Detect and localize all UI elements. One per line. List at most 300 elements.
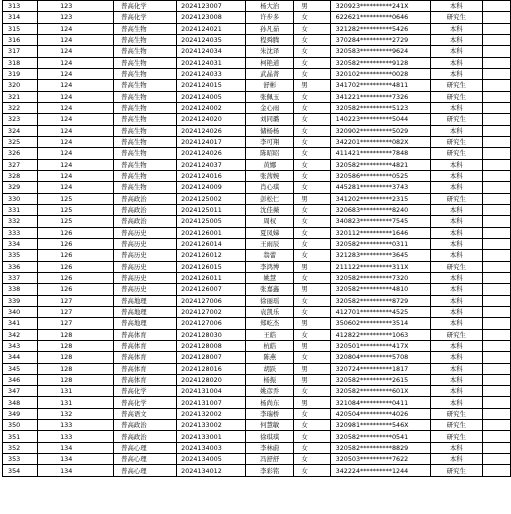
gender-cell: 男 — [294, 80, 330, 91]
degree-cell: 本科 — [430, 272, 482, 283]
student-id-cell: 2024133002 — [177, 420, 246, 431]
empty-cell — [482, 284, 510, 295]
empty-cell — [482, 295, 510, 306]
empty-cell — [482, 352, 510, 363]
student-name-cell: 武晶菁 — [246, 68, 294, 79]
row-number-cell: 324 — [3, 125, 38, 136]
id-number-cell: 342224**********1244 — [330, 465, 430, 476]
student-id-cell: 2024125005 — [177, 216, 246, 227]
empty-cell — [482, 454, 510, 465]
table-row — [3, 238, 511, 249]
student-name-cell: 王雨辰 — [246, 238, 294, 249]
class-code-cell: 124 — [38, 68, 114, 79]
gender-cell: 女 — [294, 227, 330, 238]
row-number-cell: 330 — [3, 193, 38, 204]
table-row — [3, 250, 511, 261]
student-name-cell: 黄娜 — [246, 159, 294, 170]
student-name-cell: 杨尚东 — [246, 397, 294, 408]
row-number-cell: 335 — [3, 250, 38, 261]
table-row — [3, 159, 511, 170]
roster-body — [3, 1, 511, 477]
student-name-cell: 杭皓 — [246, 340, 294, 351]
major-cell: 普高化学 — [114, 1, 177, 12]
class-code-cell: 124 — [38, 46, 114, 57]
row-number-cell: 332 — [3, 216, 38, 227]
student-id-cell: 2024124002 — [177, 102, 246, 113]
empty-cell — [482, 374, 510, 385]
table-row — [3, 318, 511, 329]
table-row — [3, 170, 511, 181]
gender-cell: 女 — [294, 386, 330, 397]
gender-cell: 女 — [294, 204, 330, 215]
table-row — [3, 227, 511, 238]
class-code-cell: 124 — [38, 136, 114, 147]
degree-cell: 本科 — [430, 318, 482, 329]
class-code-cell: 134 — [38, 465, 114, 476]
student-id-cell: 2024126014 — [177, 238, 246, 249]
class-code-cell: 127 — [38, 306, 114, 317]
empty-cell — [482, 261, 510, 272]
empty-cell — [482, 238, 510, 249]
id-number-cell: 412822**********1063 — [330, 329, 430, 340]
empty-cell — [482, 80, 510, 91]
id-number-cell: 622621**********0646 — [330, 12, 430, 23]
degree-cell: 本科 — [430, 1, 482, 12]
empty-cell — [482, 114, 510, 125]
table-row — [3, 454, 511, 465]
gender-cell: 女 — [294, 182, 330, 193]
degree-cell: 研究生 — [430, 12, 482, 23]
id-number-cell: 320981**********546X — [330, 420, 430, 431]
student-id-cell: 2024128030 — [177, 329, 246, 340]
major-cell: 普高政治 — [114, 204, 177, 215]
class-code-cell: 134 — [38, 454, 114, 465]
class-code-cell: 124 — [38, 182, 114, 193]
row-number-cell: 349 — [3, 408, 38, 419]
class-code-cell: 127 — [38, 318, 114, 329]
row-number-cell: 340 — [3, 306, 38, 317]
student-id-cell: 2024124009 — [177, 182, 246, 193]
empty-cell — [482, 386, 510, 397]
row-number-cell: 344 — [3, 352, 38, 363]
id-number-cell: 211122**********311X — [330, 261, 430, 272]
row-number-cell: 333 — [3, 227, 38, 238]
id-number-cell: 320582**********601X — [330, 386, 430, 397]
row-number-cell: 331 — [3, 204, 38, 215]
id-number-cell: 320501**********417X — [330, 340, 430, 351]
table-row — [3, 136, 511, 147]
gender-cell: 女 — [294, 12, 330, 23]
empty-cell — [482, 57, 510, 68]
degree-cell: 本科 — [430, 374, 482, 385]
degree-cell: 研究生 — [430, 114, 482, 125]
student-name-cell: 胡跃 — [246, 363, 294, 374]
row-number-cell: 319 — [3, 68, 38, 79]
id-number-cell: 342201**********082X — [330, 136, 430, 147]
row-number-cell: 317 — [3, 46, 38, 57]
degree-cell: 本科 — [430, 352, 482, 363]
degree-cell: 本科 — [430, 159, 482, 170]
id-number-cell: 320582**********2615 — [330, 374, 430, 385]
empty-cell — [482, 182, 510, 193]
gender-cell: 女 — [294, 148, 330, 159]
degree-cell: 研究生 — [430, 431, 482, 442]
gender-cell: 男 — [294, 261, 330, 272]
major-cell: 普高历史 — [114, 261, 177, 272]
degree-cell: 本科 — [430, 34, 482, 45]
class-code-cell: 126 — [38, 238, 114, 249]
empty-cell — [482, 204, 510, 215]
gender-cell: 女 — [294, 306, 330, 317]
student-id-cell: 2024124033 — [177, 68, 246, 79]
major-cell: 普高生物 — [114, 80, 177, 91]
student-name-cell: 杨振 — [246, 374, 294, 385]
row-number-cell: 320 — [3, 80, 38, 91]
class-code-cell: 134 — [38, 442, 114, 453]
row-number-cell: 336 — [3, 261, 38, 272]
row-number-cell: 352 — [3, 442, 38, 453]
student-id-cell: 2024127002 — [177, 306, 246, 317]
major-cell: 普高体育 — [114, 329, 177, 340]
gender-cell: 女 — [294, 159, 330, 170]
id-number-cell: 320582**********4810 — [330, 284, 430, 295]
major-cell: 普高生物 — [114, 170, 177, 181]
student-id-cell: 2024128008 — [177, 340, 246, 351]
degree-cell: 本科 — [430, 216, 482, 227]
major-cell: 普高生物 — [114, 136, 177, 147]
id-number-cell: 340823**********7545 — [330, 216, 430, 227]
degree-cell: 研究生 — [430, 408, 482, 419]
degree-cell: 本科 — [430, 170, 482, 181]
student-name-cell: 金心雨 — [246, 102, 294, 113]
empty-cell — [482, 408, 510, 419]
table-row — [3, 125, 511, 136]
class-code-cell: 131 — [38, 386, 114, 397]
major-cell: 普高生物 — [114, 34, 177, 45]
gender-cell: 女 — [294, 272, 330, 283]
empty-cell — [482, 136, 510, 147]
id-number-cell: 350602**********3514 — [330, 318, 430, 329]
row-number-cell: 348 — [3, 397, 38, 408]
table-row — [3, 284, 511, 295]
degree-cell: 本科 — [430, 397, 482, 408]
table-row — [3, 272, 511, 283]
id-number-cell: 320112**********1646 — [330, 227, 430, 238]
student-id-cell: 2024124037 — [177, 159, 246, 170]
student-name-cell: 张茜婉 — [246, 170, 294, 181]
student-id-cell: 2024128016 — [177, 363, 246, 374]
id-number-cell: 445281**********3743 — [330, 182, 430, 193]
student-id-cell: 2024126001 — [177, 227, 246, 238]
student-name-cell: 许步多 — [246, 12, 294, 23]
degree-cell: 本科 — [430, 295, 482, 306]
row-number-cell: 343 — [3, 340, 38, 351]
student-name-cell: 柯艳道 — [246, 57, 294, 68]
student-id-cell: 2024124026 — [177, 125, 246, 136]
gender-cell: 女 — [294, 34, 330, 45]
id-number-cell: 412701**********4525 — [330, 306, 430, 317]
gender-cell: 女 — [294, 46, 330, 57]
student-name-cell: 夏凤娣 — [246, 227, 294, 238]
student-id-cell: 2024123008 — [177, 12, 246, 23]
id-number-cell: 411421**********7848 — [330, 148, 430, 159]
student-name-cell: 沈佳薇 — [246, 204, 294, 215]
gender-cell: 女 — [294, 465, 330, 476]
gender-cell: 女 — [294, 170, 330, 181]
student-id-cell: 2024123007 — [177, 1, 246, 12]
student-id-cell: 2024132002 — [177, 408, 246, 419]
table-row — [3, 431, 511, 442]
class-code-cell: 123 — [38, 1, 114, 12]
table-row — [3, 306, 511, 317]
id-number-cell: 320582**********8729 — [330, 295, 430, 306]
student-name-cell: 张佩玉 — [246, 91, 294, 102]
row-number-cell: 338 — [3, 284, 38, 295]
table-row — [3, 114, 511, 125]
student-name-cell: 周权 — [246, 216, 294, 227]
gender-cell: 女 — [294, 442, 330, 453]
major-cell: 普高历史 — [114, 250, 177, 261]
class-code-cell: 125 — [38, 216, 114, 227]
table-row — [3, 23, 511, 34]
degree-cell: 本科 — [430, 238, 482, 249]
empty-cell — [482, 250, 510, 261]
gender-cell: 女 — [294, 114, 330, 125]
id-number-cell: 320582**********5123 — [330, 102, 430, 113]
table-row — [3, 408, 511, 419]
row-number-cell: 322 — [3, 102, 38, 113]
row-number-cell: 315 — [3, 23, 38, 34]
degree-cell: 本科 — [430, 204, 482, 215]
id-number-cell: 321282**********5426 — [330, 23, 430, 34]
student-id-cell: 2024134012 — [177, 465, 246, 476]
table-row — [3, 182, 511, 193]
id-number-cell: 320583**********9624 — [330, 46, 430, 57]
class-code-cell: 124 — [38, 159, 114, 170]
id-number-cell: 320582**********0311 — [330, 238, 430, 249]
id-number-cell: 370284**********2729 — [330, 34, 430, 45]
major-cell: 普高政治 — [114, 193, 177, 204]
degree-cell: 本科 — [430, 57, 482, 68]
gender-cell: 女 — [294, 352, 330, 363]
row-number-cell: 327 — [3, 159, 38, 170]
table-row — [3, 193, 511, 204]
row-number-cell: 337 — [3, 272, 38, 283]
student-id-cell: 2024126011 — [177, 272, 246, 283]
row-number-cell: 318 — [3, 57, 38, 68]
major-cell: 普高政治 — [114, 216, 177, 227]
major-cell: 普高政治 — [114, 431, 177, 442]
gender-cell: 男 — [294, 284, 330, 295]
gender-cell: 男 — [294, 363, 330, 374]
class-code-cell: 126 — [38, 284, 114, 295]
table-row — [3, 374, 511, 385]
class-code-cell: 126 — [38, 250, 114, 261]
student-name-cell: 姚彦乔 — [246, 386, 294, 397]
id-number-cell: 320724**********1817 — [330, 363, 430, 374]
class-code-cell: 124 — [38, 114, 114, 125]
gender-cell: 男 — [294, 193, 330, 204]
id-number-cell: 341202**********2315 — [330, 193, 430, 204]
id-number-cell: 320102**********0028 — [330, 68, 430, 79]
row-number-cell: 316 — [3, 34, 38, 45]
major-cell: 普高心理 — [114, 465, 177, 476]
class-code-cell: 127 — [38, 295, 114, 306]
gender-cell: 男 — [294, 1, 330, 12]
degree-cell: 本科 — [430, 182, 482, 193]
table-row — [3, 397, 511, 408]
gender-cell: 女 — [294, 420, 330, 431]
student-name-cell: 姚慧 — [246, 272, 294, 283]
table-row — [3, 216, 511, 227]
table-row — [3, 102, 511, 113]
student-name-cell: 李彩铭 — [246, 465, 294, 476]
major-cell: 普高历史 — [114, 284, 177, 295]
major-cell: 普高生物 — [114, 182, 177, 193]
gender-cell: 女 — [294, 238, 330, 249]
student-roster-table — [2, 0, 511, 477]
degree-cell: 本科 — [430, 306, 482, 317]
id-number-cell: 320582**********4821 — [330, 159, 430, 170]
row-number-cell: 328 — [3, 170, 38, 181]
gender-cell: 女 — [294, 57, 330, 68]
degree-cell: 本科 — [430, 125, 482, 136]
major-cell: 普高化学 — [114, 386, 177, 397]
row-number-cell: 313 — [3, 1, 38, 12]
table-row — [3, 386, 511, 397]
id-number-cell: 320582**********8829 — [330, 442, 430, 453]
row-number-cell: 354 — [3, 465, 38, 476]
empty-cell — [482, 102, 510, 113]
student-id-cell: 2024124005 — [177, 91, 246, 102]
student-id-cell: 2024126007 — [177, 284, 246, 295]
gender-cell: 女 — [294, 102, 330, 113]
id-number-cell: 320503**********7622 — [330, 454, 430, 465]
student-name-cell: 李林蔚 — [246, 442, 294, 453]
class-code-cell: 124 — [38, 23, 114, 34]
empty-cell — [482, 306, 510, 317]
student-id-cell: 2024134005 — [177, 454, 246, 465]
student-name-cell: 袁凯乐 — [246, 306, 294, 317]
degree-cell: 本科 — [430, 250, 482, 261]
empty-cell — [482, 148, 510, 159]
empty-cell — [482, 340, 510, 351]
degree-cell: 研究生 — [430, 465, 482, 476]
major-cell: 普高政治 — [114, 420, 177, 431]
student-id-cell: 2024134003 — [177, 442, 246, 453]
major-cell: 普高生物 — [114, 148, 177, 159]
empty-cell — [482, 170, 510, 181]
table-row — [3, 340, 511, 351]
class-code-cell: 128 — [38, 340, 114, 351]
degree-cell: 研究生 — [430, 420, 482, 431]
class-code-cell: 124 — [38, 170, 114, 181]
gender-cell: 男 — [294, 318, 330, 329]
degree-cell: 研究生 — [430, 148, 482, 159]
id-number-cell: 341221**********7326 — [330, 91, 430, 102]
empty-cell — [482, 431, 510, 442]
class-code-cell: 128 — [38, 352, 114, 363]
student-name-cell: 李可翔 — [246, 136, 294, 147]
table-row — [3, 363, 511, 374]
empty-cell — [482, 34, 510, 45]
student-name-cell: 张嘉鑫 — [246, 284, 294, 295]
row-number-cell: 353 — [3, 454, 38, 465]
student-id-cell: 2024125002 — [177, 193, 246, 204]
class-code-cell: 123 — [38, 12, 114, 23]
major-cell: 普高历史 — [114, 272, 177, 283]
empty-cell — [482, 397, 510, 408]
class-code-cell: 133 — [38, 431, 114, 442]
row-number-cell: 323 — [3, 114, 38, 125]
gender-cell: 女 — [294, 91, 330, 102]
major-cell: 普高地理 — [114, 306, 177, 317]
degree-cell: 研究生 — [430, 193, 482, 204]
table-row — [3, 1, 511, 12]
empty-cell — [482, 363, 510, 374]
major-cell: 普高生物 — [114, 125, 177, 136]
student-name-cell: 孙凡茹 — [246, 23, 294, 34]
major-cell: 普高语文 — [114, 408, 177, 419]
id-number-cell: 140223**********5044 — [330, 114, 430, 125]
table-row — [3, 57, 511, 68]
id-number-cell: 420504**********4026 — [330, 408, 430, 419]
major-cell: 普高生物 — [114, 91, 177, 102]
table-row — [3, 442, 511, 453]
class-code-cell: 124 — [38, 125, 114, 136]
major-cell: 普高地理 — [114, 318, 177, 329]
id-number-cell: 320582**********0541 — [330, 431, 430, 442]
major-cell: 普高体育 — [114, 363, 177, 374]
student-name-cell: 李瑞桥 — [246, 408, 294, 419]
student-id-cell: 2024131004 — [177, 386, 246, 397]
degree-cell: 本科 — [430, 386, 482, 397]
gender-cell: 男 — [294, 340, 330, 351]
student-name-cell: 郑屹杰 — [246, 318, 294, 329]
student-name-cell: 刘同璐 — [246, 114, 294, 125]
empty-cell — [482, 91, 510, 102]
id-number-cell: 320582**********9128 — [330, 57, 430, 68]
degree-cell: 研究生 — [430, 136, 482, 147]
major-cell: 普高历史 — [114, 227, 177, 238]
student-name-cell: 王皓 — [246, 329, 294, 340]
degree-cell: 本科 — [430, 340, 482, 351]
degree-cell: 研究生 — [430, 329, 482, 340]
student-name-cell: 陈燕 — [246, 352, 294, 363]
major-cell: 普高生物 — [114, 57, 177, 68]
empty-cell — [482, 465, 510, 476]
degree-cell: 本科 — [430, 442, 482, 453]
table-row — [3, 34, 511, 45]
class-code-cell: 124 — [38, 80, 114, 91]
student-name-cell: 陈昭昭 — [246, 148, 294, 159]
table-row — [3, 295, 511, 306]
empty-cell — [482, 227, 510, 238]
id-number-cell: 320683**********8240 — [330, 204, 430, 215]
empty-cell — [482, 1, 510, 12]
student-id-cell: 2024128020 — [177, 374, 246, 385]
table-row — [3, 420, 511, 431]
degree-cell: 研究生 — [430, 91, 482, 102]
table-row — [3, 261, 511, 272]
student-id-cell: 2024124035 — [177, 34, 246, 45]
table-row — [3, 204, 511, 215]
degree-cell: 本科 — [430, 284, 482, 295]
major-cell: 普高生物 — [114, 102, 177, 113]
student-name-cell: 徐丽瑶 — [246, 295, 294, 306]
student-name-cell: 程舜腾 — [246, 34, 294, 45]
empty-cell — [482, 216, 510, 227]
